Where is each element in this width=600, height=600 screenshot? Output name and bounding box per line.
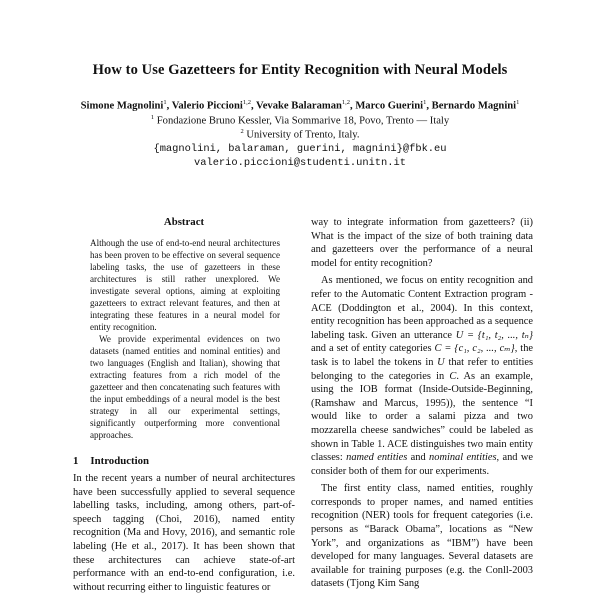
author-name: Bernardo Magnini — [431, 100, 517, 112]
affiliation-number: 1 — [150, 114, 155, 121]
body-paragraph: The first entity class, named entities, roughly corresponds to proper names, and named entities recognition (NER) tools for frequent categories (i.e. persons as “Barack Obama”, locations as “New York”, and organizations as “IBM”) have been developed for many languages. Several datasets are available for training purposes (e.g. the Conll-2003 datasets (Tjong Kim Sang — [311, 483, 533, 590]
author-affiliation-mark: 1 — [163, 99, 167, 106]
author-affiliation-mark: 1,2 — [242, 99, 251, 106]
math-expression: U = {t₁, t₂, ..., tₙ} — [455, 329, 533, 341]
author-name: Valerio Piccioni — [171, 100, 243, 112]
author-name: Vevake Balaraman — [256, 100, 342, 112]
body-paragraph — [311, 274, 533, 478]
author-affiliation-mark: 1 — [423, 99, 427, 106]
text-run: , the task is to label the tokens in — [311, 343, 533, 368]
affiliation-line — [0, 128, 600, 141]
section-heading — [73, 455, 295, 467]
paper-title: How to Use Gazetteers for Entity Recognition with Neural Models — [92, 62, 508, 78]
math-expression: U — [437, 356, 445, 368]
right-column — [311, 216, 533, 591]
author-affiliation-mark: 1 — [516, 99, 520, 106]
text-run: . As an example, using the IOB format (Inside-Outside-Beginning, (Ramshaw and Marcus, 1995)), the sentence “I would like to order a salami pizza and two mozzarella cheese sandwiches” could be labeled as shown in Table 1. ACE distinguishes two main entity classes: — [311, 370, 533, 464]
left-column — [73, 216, 295, 594]
abstract-paragraph: We provide experimental evidences on two datasets (named entities and nominal entities) and two languages (English and Italian), showing that extracting features from a rich model of the gazetteer and then concatenating such features with the input embeddings of a neural model is the best strategy in all our experimental settings, significantly outperforming more conventional approaches. — [90, 334, 280, 440]
section-number: 1 — [73, 455, 79, 467]
emphasis-text: nominal entities — [429, 452, 497, 464]
email-line: valerio.piccioni@studenti.unitn.it — [193, 157, 406, 169]
abstract-body — [90, 237, 280, 441]
emphasis-text: named entities — [346, 452, 408, 464]
author-list: Simone Magnolini$^1$, Valerio Piccioni$^{1,2}$, Vevake Balaraman$^{1,2}$, Marco Guerini$^1$, Bernardo Magnini$^1$ — [80, 99, 520, 112]
intro-body — [73, 472, 295, 594]
section-title: Introduction — [90, 455, 150, 467]
affiliation-text: University of Trento, Italy. — [246, 129, 360, 141]
author-affiliation-mark: 1,2 — [341, 99, 351, 106]
text-run: that refer to entities belonging to the categories in — [311, 356, 534, 382]
author-name: Marco Guerini — [355, 100, 424, 112]
math-expression: C — [449, 370, 457, 382]
email-line: {magnolini, balaraman, guerini, magnini}@fbk.eu — [153, 143, 447, 155]
text-run: As mentioned, we focus on entity recognition and refer to the Automatic Content Extraction program - ACE (Doddington et al., 2004). In this context, entity recognition has been approached as a sequence labeling task. Given an utterance — [311, 275, 533, 341]
text-run: and — [407, 452, 430, 464]
affiliation-text: Fondazione Bruno Kessler, Via Sommarive 18, Povo, Trento — Italy — [156, 115, 450, 127]
right-body — [311, 216, 533, 591]
body-paragraph: In the recent years a number of neural architectures have been successfully applied to several sequence labelling tasks, including, among others, part-of-speech tagging (Choi, 2016), named entity recognition (Ma and Hovy, 2016), and semantic role labeling (He et al., 2017). It has been shown that these architectures can achieve state-of-art performance with an end-to-end configuration, i.e. without recurring either to linguistic features or — [73, 473, 295, 593]
body-paragraph: way to integrate information from gazetteers? (ii) What is the impact of the size of both training data and gazetteers over the performance of a neural model for entity recognition? — [311, 217, 533, 269]
text-run: , and we consider both of them for our experiments. — [311, 452, 534, 477]
affiliation-line — [0, 114, 600, 127]
text-run: and a set of entity categories — [311, 343, 435, 355]
affiliation-number: 2 — [240, 128, 244, 135]
abstract-heading: Abstract — [163, 216, 205, 228]
math-expression: C = {c₁, c₂, ..., cₘ} — [434, 343, 515, 355]
author-name: Simone Magnolini — [80, 100, 164, 112]
abstract-paragraph: Although the use of end-to-end neural architectures has been proven to be effective on several sequence labeling tasks, the use of gazetteers in these architectures is still rather unexplored. We investigate several options, aiming at exploiting gazetteers to extract relevant features, and then at integrating these features in a neural model for entity recognition. — [90, 238, 280, 332]
